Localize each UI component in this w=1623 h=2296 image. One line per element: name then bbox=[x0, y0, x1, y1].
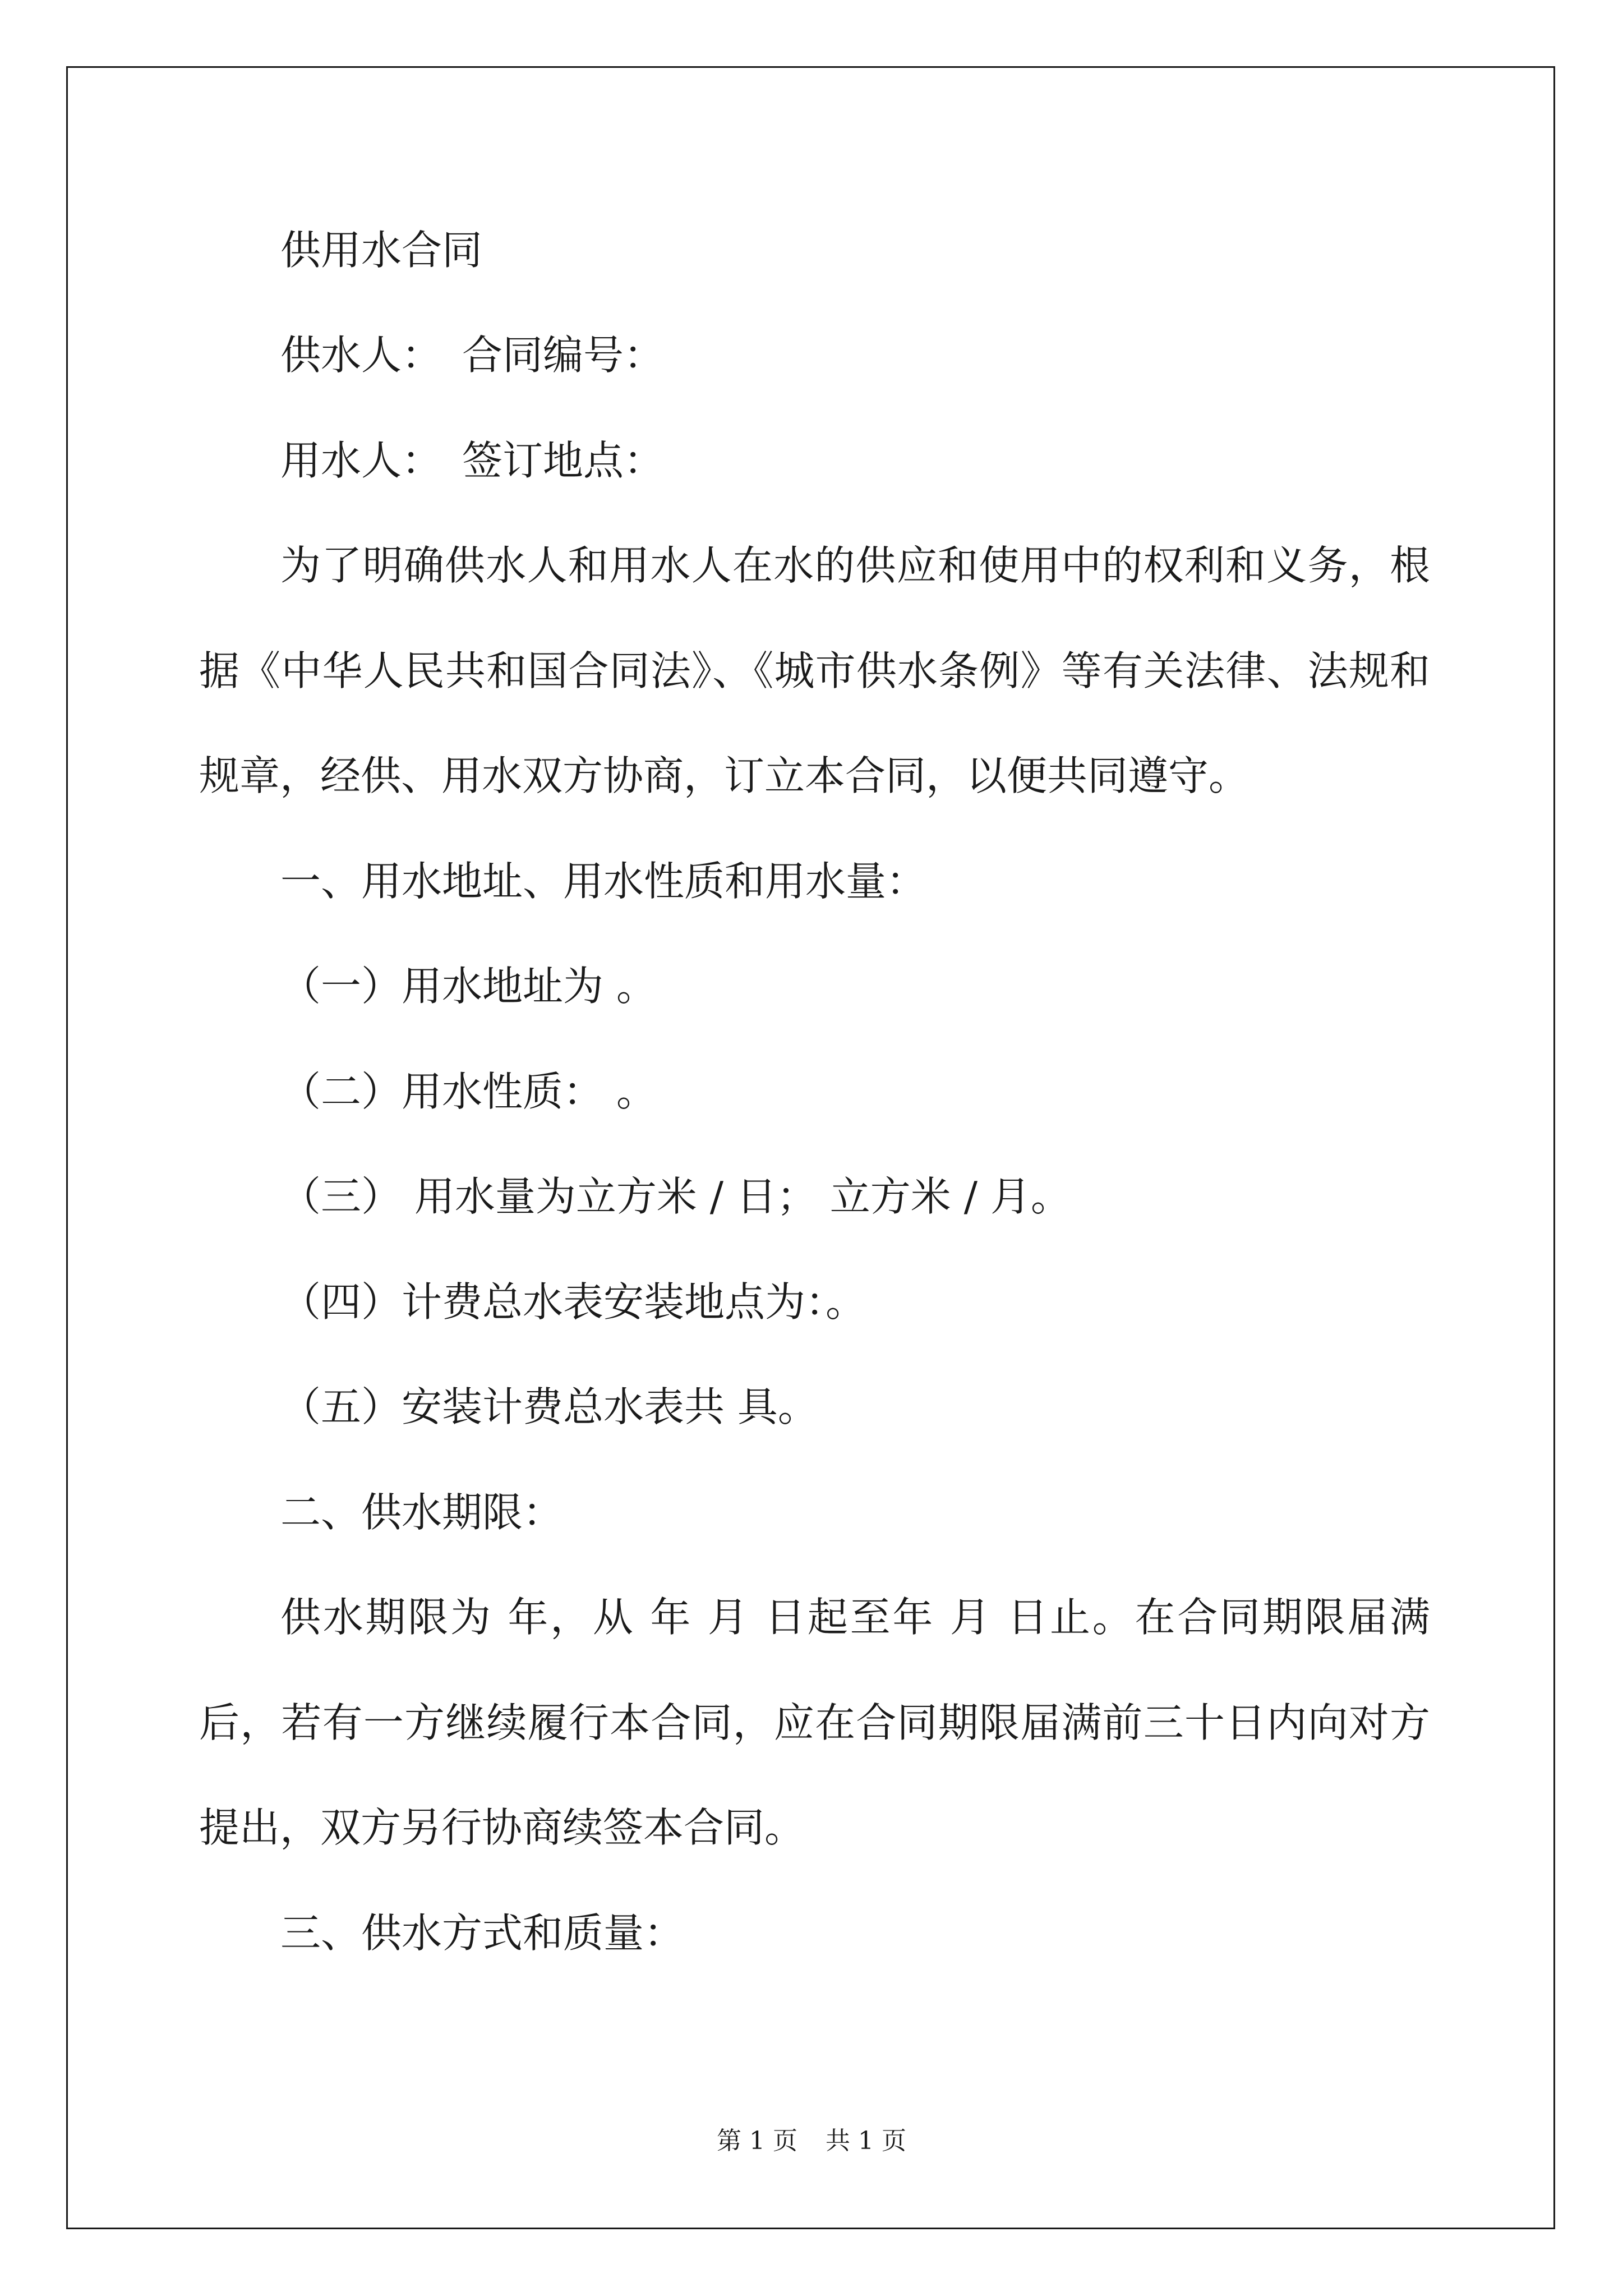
page-footer bbox=[0, 2129, 1623, 2154]
section1-item-4: （四）计费总水表安装地点为：。 bbox=[280, 1278, 866, 1326]
section1-heading: 一、用水地址、用水性质和用水量： bbox=[280, 858, 927, 905]
preamble-line-3: 规章，经供、用水双方协商，订立本合同，以便共同遵守。 bbox=[199, 752, 1249, 799]
supplier-line bbox=[280, 332, 665, 379]
section3-heading: 三、供水方式和质量： bbox=[280, 1910, 685, 1957]
contract-no-label: 合同编号： bbox=[462, 332, 665, 379]
page-total: 共 1 页 bbox=[826, 2127, 906, 2155]
user-label: 用水人： bbox=[280, 437, 442, 484]
section2-line-3: 提出，双方另行协商续签本合同。 bbox=[199, 1804, 805, 1851]
page-current: 第 1 页 bbox=[717, 2127, 797, 2155]
preamble-line-2: 据《中华人民共和国合同法》、《城市供水条例》等有关法律、法规和 bbox=[199, 647, 1430, 694]
document-title: 供用水合同 bbox=[280, 227, 483, 274]
section2-line-2: 后，若有一方继续履行本合同，应在合同期限届满前三十日内向对方 bbox=[199, 1699, 1430, 1746]
section2-line-1: 供水期限为 年，从 年 月 日起至年 月 日止。在合同期限届满 bbox=[280, 1594, 1430, 1641]
sign-place-label: 签订地点： bbox=[462, 437, 665, 484]
section1-item-1: （一）用水地址为 。 bbox=[280, 963, 657, 1010]
section1-item-2: （二）用水性质： 。 bbox=[280, 1068, 657, 1115]
user-line bbox=[280, 437, 665, 484]
supplier-label: 供水人： bbox=[280, 332, 442, 379]
preamble-line-1: 为了明确供水人和用水人在水的供应和使用中的权利和义务，根 bbox=[280, 542, 1430, 589]
section1-item-5: （五）安装计费总水表共 具。 bbox=[280, 1383, 818, 1430]
section2-heading: 二、供水期限： bbox=[280, 1489, 564, 1536]
section1-item-3: （三） 用水量为立方米 / 日； 立方米 / 月。 bbox=[280, 1173, 1071, 1220]
page-border bbox=[66, 66, 1555, 2229]
